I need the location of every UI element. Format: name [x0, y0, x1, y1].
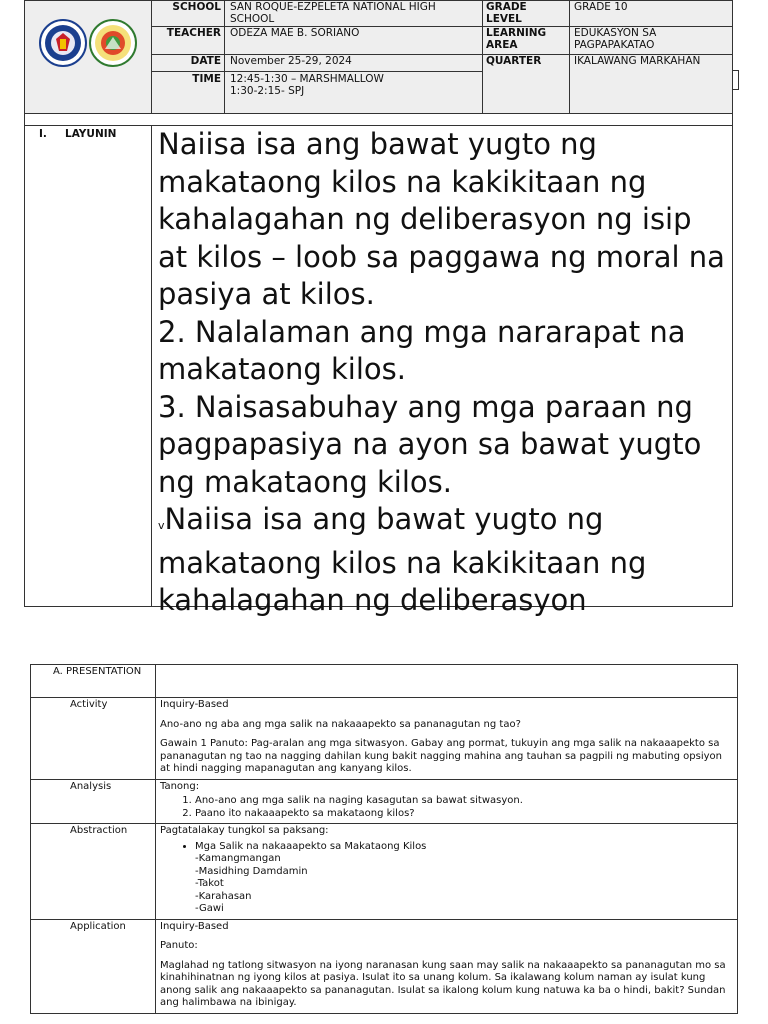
- procedure-table: [30, 664, 738, 1014]
- table-row: [31, 665, 738, 698]
- area-label: LEARNING AREA: [486, 27, 547, 51]
- quarter-value: IKALAWANG MARKAHAN: [574, 55, 701, 67]
- analysis-content: [156, 779, 738, 824]
- activity-content: [156, 698, 738, 780]
- list-item: -Masidhing Damdamin: [195, 865, 308, 877]
- school-value: SAN ROQUE-EZPELETA NATIONAL HIGH SCHOOL: [230, 1, 436, 25]
- table-row: [31, 919, 738, 1013]
- quarter-label: QUARTER: [486, 55, 542, 67]
- list-item: 1. Ano-ano ang mga salik na naging kasagutan sa bawat sitwasyon.: [195, 795, 731, 808]
- application-content: [156, 919, 738, 1013]
- abstraction-content: [156, 824, 738, 920]
- area-value: EDUKASYON SA PAGPAPAKATAO: [574, 27, 657, 51]
- application-type: Inquiry-Based: [160, 920, 229, 932]
- objective-4-text: Naiisa isa ang bawat yugto ng makataong kilos na kakikitaan ng kahalagahan ng deliberasyon: [158, 502, 647, 617]
- grade-label: GRADE LEVEL: [486, 1, 527, 25]
- analysis-label: Analysis: [31, 779, 156, 824]
- table-row: [31, 698, 738, 780]
- objectives-label: LAYUNIN: [65, 128, 117, 140]
- list-item: -Takot: [195, 878, 224, 889]
- activity-task: Gawain 1 Panuto: Pag-aralan ang mga sitwasyon. Gabay ang pormat, tukuyin ang mga salik na nakaaapekto sa pananagutan ng tao na nagging dahilan kung bakit nagging mahina ang tauhan sa pagpili ng mabuting opsiyon at hindi nagging mapanagutan ang kanyang kilos.: [160, 738, 722, 774]
- school-label: SCHOOL: [172, 1, 221, 13]
- date-value: November 25-29, 2024: [230, 55, 352, 67]
- teacher-label: TEACHER: [166, 27, 221, 39]
- list-item: 2. Paano ito nakaaapekto sa makataong kilos?: [195, 808, 731, 821]
- presentation-label: A. PRESENTATION: [31, 665, 156, 698]
- application-text: Maglahad ng tatlong sitwasyon na iyong naranasan kung saan may salik na nakaaapekto sa pananagutan mo sa kinahihinatnan ng iyong kilos at pasiya. Isulat ito sa unang kolum. Sa ikalawang kolum naman ay isulat kung anong salik ang nakaaapekto sa pananagutan. Isulat sa ikalong kolum kung natuwa ka ba o hindi, bakit? Sundan ang halimbawa na ibinigay.: [160, 959, 726, 1008]
- abstraction-label: Abstraction: [31, 824, 156, 920]
- list-item: -Kamangmangan: [195, 853, 281, 864]
- time-value-1: 12:45-1:30 – MARSHMALLOW: [230, 73, 384, 85]
- page-1: [24, 0, 733, 617]
- activity-question: Ano-ano ng aba ang mga salik na nakaaapekto sa pananagutan ng tao?: [160, 718, 521, 730]
- time-label: TIME: [192, 73, 221, 85]
- list-item: -Karahasan: [195, 890, 252, 902]
- date-label: DATE: [190, 55, 221, 67]
- objectives-row: [24, 126, 733, 617]
- spacer-row: [24, 113, 733, 126]
- bullet-icon: v: [158, 519, 165, 532]
- objectives-number: I.: [39, 128, 47, 140]
- application-intro: Panuto:: [160, 940, 198, 951]
- page-edge-mark: [732, 70, 739, 90]
- activity-label: Activity: [31, 698, 156, 780]
- abstraction-list: [160, 841, 731, 854]
- header-table: [24, 0, 733, 114]
- objectives-label-cell: [25, 126, 152, 606]
- grade-value: GRADE 10: [574, 1, 628, 13]
- objective-2: 2. Nalalaman ang mga nararapat na makataong kilos.: [158, 314, 686, 386]
- objectives-text: [158, 126, 726, 620]
- logos-cell: [25, 1, 152, 113]
- table-row: [31, 824, 738, 920]
- presentation-content: [156, 665, 738, 698]
- objective-4: [158, 501, 726, 620]
- teacher-value: ODEZA MAE B. SORIANO: [230, 27, 360, 39]
- abstraction-intro: Pagtatalakay tungkol sa paksang:: [160, 825, 329, 836]
- time-value-2: 1:30-2:15- SPJ: [230, 85, 305, 97]
- objective-1: Naiisa isa ang bawat yugto ng makataong kilos na kakikitaan ng kahalagahan ng deliberasyon ng isip at kilos – loob sa paggawa ng moral na pasiya at kilos.: [158, 127, 725, 311]
- application-label: Application: [31, 919, 156, 1013]
- analysis-questions: [160, 795, 731, 820]
- analysis-intro: Tanong:: [160, 780, 200, 792]
- list-item: -Gawi: [195, 903, 224, 914]
- activity-type: Inquiry-Based: [160, 699, 229, 710]
- objective-3: 3. Naisasabuhay ang mga paraan ng pagpapasiya na ayon sa bawat yugto ng makataong kilos.: [158, 389, 702, 499]
- deped-seal-icon: [39, 19, 87, 67]
- school-seal-icon: [89, 19, 137, 67]
- page-2: [30, 664, 739, 1024]
- table-row: [31, 779, 738, 824]
- abstraction-heading: • Mga Salik na nakaaapekto sa Makataong Kilos: [195, 841, 731, 854]
